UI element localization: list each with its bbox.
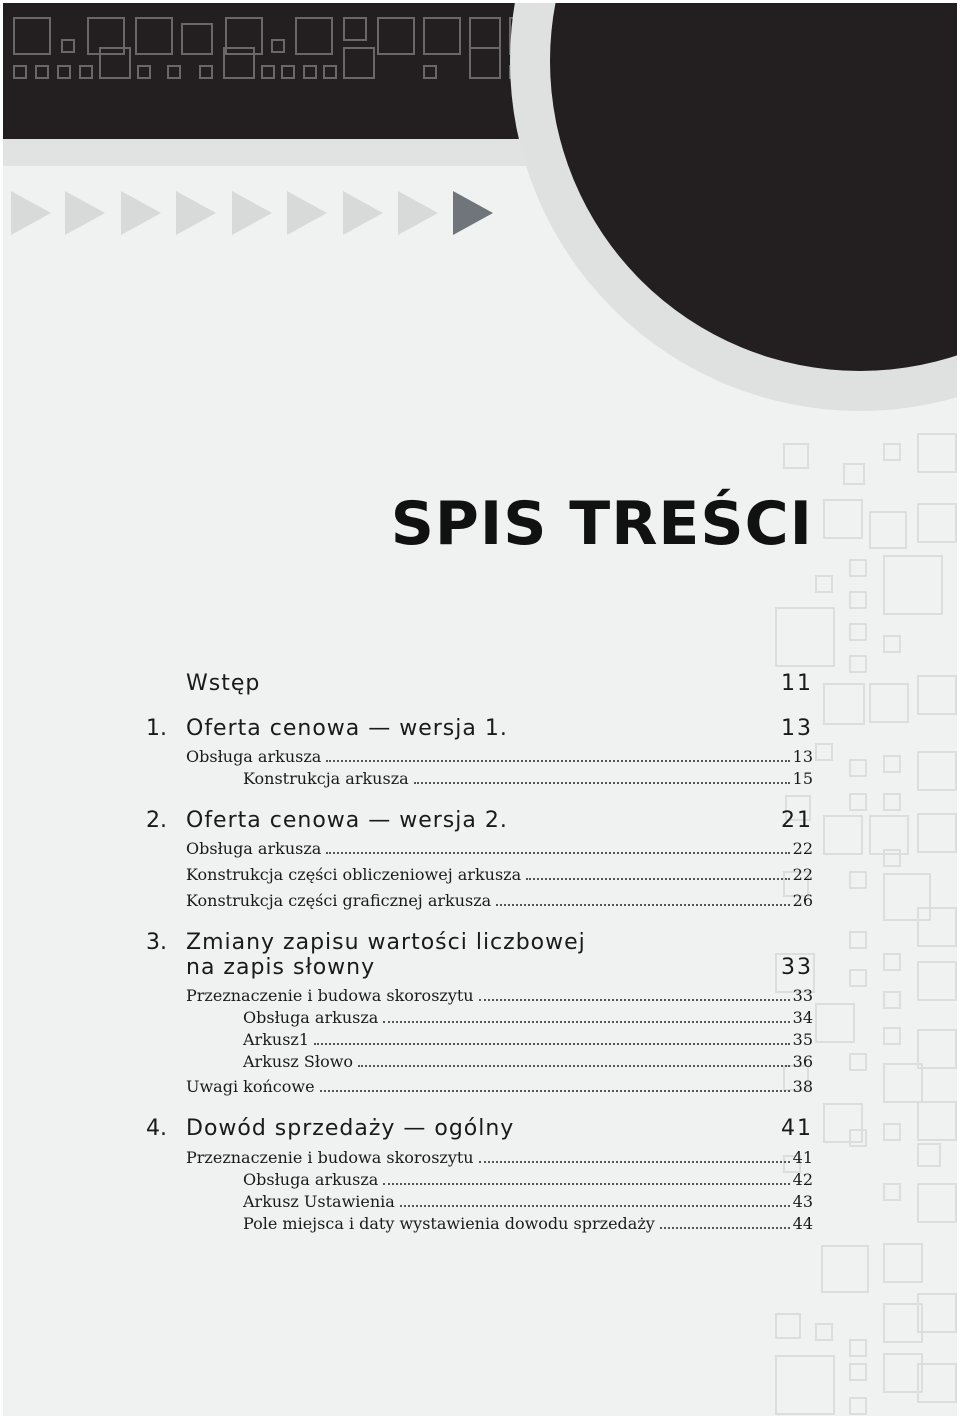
toc-entry-title: Obsługa arkusza [243, 1008, 379, 1027]
toc-entry-page: 44 [792, 1214, 813, 1233]
toc-entry-page: 33 [792, 986, 813, 1005]
toc-entry-page: 26 [792, 891, 813, 910]
chapter-number: 2. [146, 808, 167, 833]
dot-leader [479, 1161, 790, 1163]
toc-entry[interactable] [243, 1052, 813, 1072]
toc-entry-page: 43 [792, 1192, 813, 1211]
dot-leader [383, 1183, 789, 1185]
toc-entry-title: Uwagi końcowe [186, 1077, 315, 1096]
toc-entry-title: Konstrukcja części graficznej arkusza [186, 891, 492, 910]
chapter-page: 33 [781, 955, 813, 980]
toc-entry-page: 15 [792, 769, 813, 788]
toc-entry-page: 38 [792, 1077, 813, 1096]
dot-leader [414, 782, 790, 784]
toc-entry[interactable] [186, 1148, 813, 1168]
chapter-heading[interactable] [3, 807, 813, 835]
toc-entry-title: Konstrukcja arkusza [243, 769, 409, 788]
dot-leader [660, 1227, 790, 1229]
toc-entry[interactable] [186, 986, 813, 1006]
dot-leader [400, 1205, 790, 1207]
chapter-title: Oferta cenowa — wersja 1. [186, 716, 508, 741]
toc-entry[interactable] [186, 865, 813, 885]
chapter-title: Zmiany zapisu wartości liczbowej [186, 930, 586, 955]
dot-leader [479, 999, 790, 1001]
toc-entry-title: Przeznaczenie i budowa skoroszytu [186, 1148, 474, 1167]
chapter-number: 4. [146, 1116, 167, 1141]
chapter-page: 21 [781, 808, 813, 833]
chapter-page: 13 [781, 716, 813, 741]
chapter-heading[interactable] [3, 1115, 813, 1143]
table-of-contents [3, 3, 957, 1416]
chapter-heading-continued[interactable] [3, 954, 813, 982]
toc-entry[interactable] [243, 1008, 813, 1028]
chapter-heading[interactable] [3, 715, 813, 743]
chapter-number: 3. [146, 930, 167, 955]
toc-entry-page: 22 [792, 839, 813, 858]
toc-entry[interactable] [186, 891, 813, 911]
toc-entry-title: Pole miejsca i daty wystawienia dowodu sprzedaży [243, 1214, 655, 1233]
page-title: SPIS TREŚCI [390, 489, 813, 559]
dot-leader [358, 1065, 790, 1067]
chapter-page: 11 [781, 671, 813, 696]
dot-leader [326, 852, 789, 854]
toc-entry[interactable] [243, 1030, 813, 1050]
toc-entry-page: 13 [792, 747, 813, 766]
toc-entry[interactable] [186, 839, 813, 859]
toc-entry-title: Arkusz1 [243, 1030, 310, 1049]
toc-entry[interactable] [243, 1170, 813, 1190]
toc-entry-title: Obsługa arkusza [243, 1170, 379, 1189]
chapter-heading[interactable] [3, 929, 813, 957]
toc-entry-page: 41 [792, 1148, 813, 1167]
toc-entry[interactable] [243, 1192, 813, 1212]
chapter-heading[interactable] [3, 670, 813, 698]
dot-leader [383, 1021, 789, 1023]
toc-entry-title: Przeznaczenie i budowa skoroszytu [186, 986, 474, 1005]
dot-leader [326, 760, 789, 762]
toc-entry-title: Obsługa arkusza [186, 839, 322, 858]
dot-leader [314, 1043, 790, 1045]
chapter-title-line2: na zapis słowny [186, 955, 376, 980]
toc-entry-title: Arkusz Ustawienia [243, 1192, 395, 1211]
chapter-title: Wstęp [186, 671, 261, 696]
chapter-title: Oferta cenowa — wersja 2. [186, 808, 508, 833]
toc-entry[interactable] [186, 747, 813, 767]
dot-leader [526, 878, 790, 880]
toc-entry-page: 35 [792, 1030, 813, 1049]
toc-entry-page: 42 [792, 1170, 813, 1189]
toc-entry-page: 22 [792, 865, 813, 884]
toc-entry[interactable] [243, 1214, 813, 1234]
chapter-title: Dowód sprzedaży — ogólny [186, 1116, 515, 1141]
chapter-page: 41 [781, 1116, 813, 1141]
toc-entry-page: 36 [792, 1052, 813, 1071]
toc-entry-title: Arkusz Słowo [243, 1052, 354, 1071]
page [3, 3, 957, 1416]
dot-leader [496, 904, 789, 906]
dot-leader [320, 1090, 790, 1092]
toc-entry[interactable] [243, 769, 813, 789]
chapter-number: 1. [146, 716, 167, 741]
toc-entry-title: Obsługa arkusza [186, 747, 322, 766]
toc-entry-title: Konstrukcja części obliczeniowej arkusza [186, 865, 522, 884]
toc-entry-page: 34 [792, 1008, 813, 1027]
toc-entry[interactable] [186, 1077, 813, 1097]
